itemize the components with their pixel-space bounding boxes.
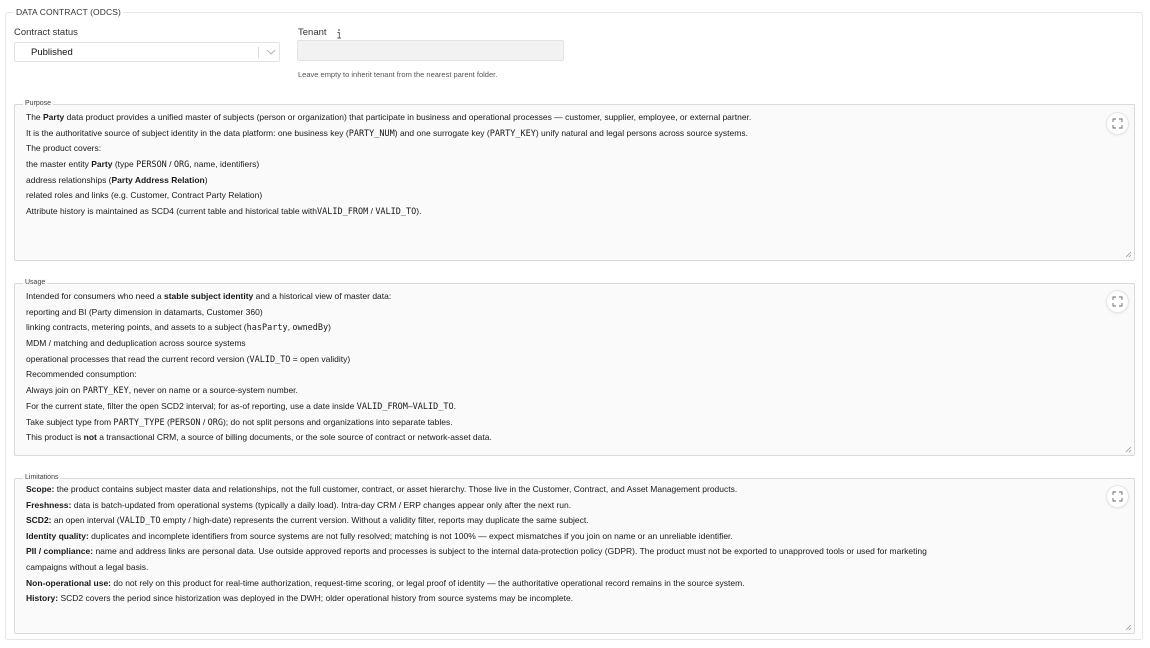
tenant-hint: Leave empty to inherit tenant from the nearest parent folder. — [298, 70, 498, 79]
text-segment: address relationships ( — [26, 174, 112, 185]
text-line — [26, 383, 1094, 399]
code-text: VALID_TO — [249, 354, 291, 365]
text-segment: related roles and links (e.g. Customer, Contract Party Relation) — [26, 190, 263, 201]
text-segment: (type — [112, 159, 137, 170]
resize-grip-icon[interactable] — [1125, 446, 1132, 453]
text-line — [26, 591, 1094, 607]
text-segment: operational processes that read the current record version ( — [26, 353, 250, 364]
text-line — [26, 498, 1094, 514]
code-text: ORG — [173, 160, 190, 171]
text-segment: Always join on — [26, 385, 83, 396]
text-segment: This product is — [26, 432, 84, 443]
usage-textarea[interactable] — [14, 279, 1135, 456]
text-segment: empty / high-date) represents the current version. Without a validity filter, reports may duplicate the same subject. — [160, 515, 589, 526]
code-text: hasParty — [246, 323, 288, 334]
purpose-text — [26, 110, 1094, 220]
text-segment: ). — [416, 206, 422, 217]
chevron-down-icon[interactable] — [265, 45, 277, 59]
expand-icon — [1112, 296, 1123, 307]
text-segment: , name, identifiers) — [189, 159, 260, 170]
section-title: DATA CONTRACT (ODCS) — [13, 7, 124, 17]
text-segment: It is the authoritative source of subject identity in the data platform: one business key ( — [26, 127, 349, 138]
limitations-text — [26, 482, 1094, 607]
select-separator — [258, 47, 259, 58]
resize-grip-icon[interactable] — [1125, 251, 1132, 258]
text-segment: For the current state, filter the open SCD2 interval; for as-of reporting, use a date inside — [26, 400, 357, 411]
text-line — [26, 141, 1094, 157]
code-text: VALID_FROM — [356, 401, 408, 412]
text-line — [26, 399, 1094, 415]
expand-icon — [1112, 491, 1123, 502]
text-segment: / — [368, 206, 376, 217]
purpose-textarea[interactable] — [14, 100, 1135, 261]
code-text: PARTY_KEY — [82, 386, 129, 397]
contract-status-label: Contract status — [14, 27, 78, 38]
bold-text: not — [83, 432, 97, 443]
text-line — [26, 320, 1094, 336]
code-text: PERSON — [169, 417, 201, 428]
text-line — [26, 560, 1094, 576]
expand-icon — [1112, 118, 1123, 129]
tenant-label: Tenant — [298, 27, 327, 38]
usage-label: Usage — [25, 279, 46, 286]
limitations-label: Limitations — [25, 474, 59, 481]
text-segment: reporting and BI (Party dimension in datamarts, Customer 360) — [26, 306, 263, 317]
bold-text: Non-operational use: — [26, 577, 112, 588]
text-segment: – — [407, 400, 413, 411]
contract-status-value: Published — [31, 47, 73, 58]
text-segment: data product provides a unified master of subjects (person or organization) that participate in business and operational processes — customer, supplier, employee, or external partner. — [64, 112, 752, 122]
text-line — [26, 513, 1094, 529]
bold-text: Scope: — [26, 484, 55, 494]
text-segment: Intended for consumers who need a — [26, 291, 164, 301]
code-text: ORG — [207, 417, 223, 428]
limitations-textarea[interactable] — [14, 474, 1135, 634]
text-segment: linking contracts, metering points, and assets to a subject ( — [26, 322, 247, 333]
code-text: VALID_FROM — [317, 207, 369, 218]
text-segment: data is batch-updated from operational systems (typically a daily load). Intra-day CRM / ERP changes appear only after the next run. — [71, 499, 572, 510]
text-line — [26, 289, 1094, 305]
text-line — [26, 188, 1094, 204]
text-segment: The product covers: — [26, 143, 102, 154]
text-segment: ) and one surrogate key ( — [394, 127, 490, 138]
text-segment: duplicates and incomplete identifiers from source systems are not fully resolved; matching is not 100% — expect mismatches if you join on name or an unreliable identifier. — [88, 530, 733, 541]
text-segment: , never on name or a source-system number. — [128, 385, 298, 396]
text-line — [26, 204, 1094, 220]
bold-text: History: — [26, 593, 59, 604]
text-segment: an open interval ( — [51, 515, 120, 526]
text-segment: The — [26, 112, 44, 122]
bold-text: Party — [43, 112, 65, 122]
text-line — [26, 415, 1094, 431]
code-text: ownedBy — [292, 323, 329, 334]
text-segment: = open validity) — [290, 353, 351, 364]
text-line — [26, 482, 1094, 498]
text-segment: name and address links are personal data. Use outside approved reports and processes is subject to the internal data-protection policy (GDPR). The product must not be exported to unapproved tools or used for marketing — [93, 546, 927, 557]
text-segment: ) unify natural and legal persons across source systems. — [535, 127, 748, 138]
tenant-input[interactable] — [297, 40, 564, 61]
text-segment: the master entity — [26, 159, 92, 170]
text-line — [26, 352, 1094, 368]
bold-text: PII / compliance: — [26, 546, 94, 557]
code-text: VALID_TO — [119, 516, 161, 527]
bold-text: Party Address Relation — [111, 174, 205, 185]
text-line — [26, 544, 1094, 560]
text-line — [26, 529, 1094, 545]
text-segment: Recommended consumption: — [26, 369, 137, 380]
text-segment: , — [287, 322, 293, 333]
text-line — [26, 157, 1094, 173]
resize-grip-icon[interactable] — [1125, 624, 1132, 631]
info-icon[interactable] — [334, 28, 344, 40]
text-segment: / — [200, 416, 208, 427]
text-segment: ( — [164, 416, 170, 427]
text-segment: Take subject type from — [26, 416, 114, 427]
text-line — [26, 305, 1094, 321]
usage-expand-button[interactable] — [1107, 291, 1128, 312]
limitations-expand-button[interactable] — [1107, 486, 1128, 507]
bold-text: SCD2: — [26, 515, 52, 526]
code-text: PERSON — [136, 160, 167, 171]
code-text: PARTY_KEY — [489, 128, 536, 139]
text-segment: ); do not split persons and organizations into separate tables. — [222, 416, 453, 427]
text-segment: a transactional CRM, a source of billing documents, or the sole source of contract or network-asset data. — [96, 432, 492, 443]
text-line — [26, 126, 1094, 142]
bold-text: Party — [91, 159, 113, 170]
text-segment: and a historical view of master data: — [253, 291, 392, 301]
text-segment: / — [166, 159, 174, 170]
text-segment: the product contains subject master data and relationships, not the full customer, contract, or asset hierarchy. Those live in the Customer, Contract, and Asset Management products. — [54, 484, 738, 494]
text-line — [26, 576, 1094, 592]
text-line — [26, 336, 1094, 352]
text-segment: campaigns without a legal basis. — [26, 561, 149, 572]
text-line — [26, 110, 1094, 126]
text-segment: ) — [204, 174, 208, 185]
text-segment: do not rely on this product for real-time authorization, request-time scoring, or legal proof of identity — the authoritative operational record remains in the source system. — [111, 577, 745, 588]
text-segment: MDM / matching and deduplication across source systems — [26, 338, 246, 349]
text-line — [26, 173, 1094, 189]
text-segment: ) — [328, 322, 331, 333]
code-text: VALID_TO — [375, 207, 417, 218]
bold-text: Freshness: — [26, 499, 72, 510]
text-segment: Attribute history is maintained as SCD4 (current table and historical table with — [26, 206, 318, 217]
usage-text — [26, 289, 1094, 446]
text-line — [26, 430, 1094, 446]
code-text: PARTY_TYPE — [113, 417, 165, 428]
code-text: PARTY_NUM — [348, 128, 395, 139]
purpose-label: Purpose — [25, 100, 52, 107]
code-text: VALID_TO — [412, 401, 454, 412]
text-line — [26, 367, 1094, 383]
text-segment: . — [453, 400, 456, 411]
purpose-expand-button[interactable] — [1107, 113, 1128, 134]
contract-status-select[interactable] — [14, 42, 280, 62]
bold-text: stable subject identity — [163, 291, 254, 301]
text-segment: SCD2 covers the period since historization was deployed in the DWH; older operational history from source systems may be incomplete. — [58, 593, 574, 604]
bold-text: Identity quality: — [26, 530, 89, 541]
